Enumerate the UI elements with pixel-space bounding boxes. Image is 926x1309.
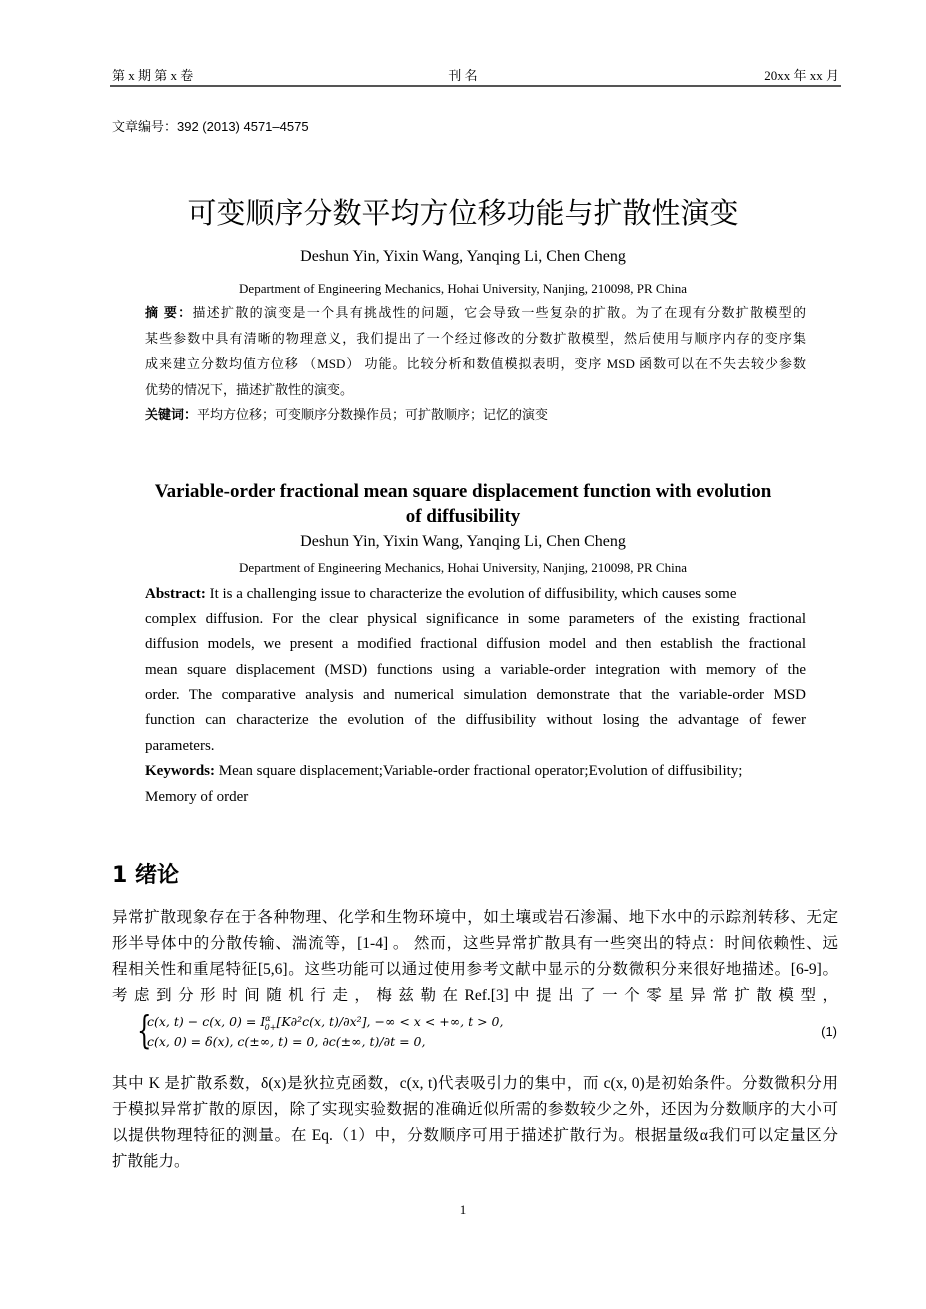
cn-keywords: 关键词：平均方位移；可变顺序分数操作员；可扩散顺序；记忆的演变 bbox=[145, 407, 549, 422]
page-number: 1 bbox=[459, 1202, 467, 1217]
equation-number: (1) bbox=[821, 1024, 837, 1039]
cn-abstract-line: 成来建立分数均值方位移 （MSD） 功能。比较分析和数值模拟表明，变序 MSD 函数可以在不失去较少参数 bbox=[145, 356, 806, 371]
cn-abstract-line: 某些参数中具有清晰的物理意义，我们提出了一个经过修改的分数扩散模型，然后使用与顺序内存的变序集 bbox=[145, 331, 806, 346]
body-line: 其中 K 是扩散系数，δ(x)是狄拉克函数，c(x, t)代表吸引力的集中，而 c(x, 0)是初始条件。分数微积分用 bbox=[112, 1075, 838, 1092]
en-abstract-line: diffusion models, we present a modified fractional diffusion model and then establish the fractional bbox=[145, 636, 806, 652]
en-abstract-line: parameters. bbox=[145, 738, 215, 754]
body-line: 考 虑 到 分 形 时 间 随 机 行 走 ， 梅 兹 勒 在 Ref.[3] 中 提 出 了 一 个 零 星 异 常 扩 散 模 型 ， bbox=[112, 987, 838, 1004]
equation-line: c(x, 0) = δ(x), c(±∞, t) = 0, ∂c(±∞, t)/∂t = 0, bbox=[147, 1034, 426, 1049]
en-affiliation: Department of Engineering Mechanics, Hohai University, Nanjing, 210098, PR China bbox=[239, 560, 687, 575]
en-abstract-label: Abstract: bbox=[145, 586, 206, 602]
cn-affiliation: Department of Engineering Mechanics, Hohai University, Nanjing, 210098, PR China bbox=[239, 281, 687, 296]
cn-abstract-line: 摘 要：描述扩散的演变是一个具有挑战性的问题，它会导致一些复杂的扩散。为了在现有分数扩散模型的 bbox=[145, 305, 806, 320]
section-heading: 1 绪论 bbox=[112, 863, 179, 888]
equation-1 bbox=[137, 1008, 837, 1054]
body-line: 程相关性和重尾特征[5,6]。这些功能可以通过使用参考文献中显示的分数微积分来很好地描述。[6-9]。 bbox=[112, 961, 838, 978]
header-date: 20xx 年 xx 月 bbox=[764, 68, 839, 83]
en-abstract-line: order. The comparative analysis and numerical simulation demonstrate that the variable-order MSD bbox=[145, 687, 806, 703]
body-line: 以提供物理特征的测量。在 Eq.（1）中，分数顺序可用于描述扩散行为。根据量级α我们可以定量区分 bbox=[112, 1127, 838, 1144]
en-abstract-line: mean square displacement (MSD) functions using a variable-order integration with memory of the bbox=[145, 662, 806, 678]
en-keywords: Keywords: Mean square displacement;Variable-order fractional operator;Evolution of diffusibility; bbox=[145, 763, 743, 779]
equation-brace: { bbox=[137, 1008, 152, 1052]
cn-abstract-line: 优势的情况下，描述扩散性的演变。 bbox=[145, 382, 354, 397]
header-rule bbox=[110, 85, 841, 87]
en-keywords: Memory of order bbox=[145, 789, 249, 805]
article-number: 文章编号：392 (2013) 4571–4575 bbox=[112, 119, 309, 134]
en-abstract-line: function can characterize the evolution of the diffusibility without losing the advantage of fewer bbox=[145, 712, 806, 728]
header-issue: 第 x 期 第 x 卷 bbox=[112, 68, 194, 83]
equation-line: c(x, t) − c(x, $0) = I^\alpha_{0+}[K\partial^2c(x$, t)/∂x²], −∞ < x < +∞, t > 0, bbox=[147, 1014, 504, 1032]
cn-authors: Deshun Yin, Yixin Wang, Yanqing Li, Chen Cheng bbox=[300, 248, 626, 265]
cn-abstract-label: 摘 要： bbox=[145, 305, 193, 320]
en-authors: Deshun Yin, Yixin Wang, Yanqing Li, Chen Cheng bbox=[300, 533, 626, 550]
en-title-line: Variable-order fractional mean square displacement function with evolution bbox=[154, 481, 772, 502]
en-abstract-line: complex diffusion. For the clear physical significance in some parameters of the existing fractional bbox=[145, 611, 806, 627]
body-line: 扩散能力。 bbox=[112, 1153, 190, 1170]
body-line: 于模拟异常扩散的原因，除了实现实验数据的准确近似所需的参数较少之外，还因为分数顺序的大小可 bbox=[112, 1101, 838, 1118]
en-title-line: of diffusibility bbox=[405, 506, 521, 527]
body-line: 形半导体中的分散传输、湍流等，[1-4] 。 然而，这些异常扩散具有一些突出的特点：时间依赖性、远 bbox=[112, 935, 838, 952]
header-journal: 刊 名 bbox=[448, 68, 478, 83]
body-line: 异常扩散现象存在于各种物理、化学和生物环境中，如土壤或岩石渗漏、地下水中的示踪剂转移、无定 bbox=[112, 909, 838, 926]
cn-title: 可变顺序分数平均方位移功能与扩散性演变 bbox=[187, 196, 739, 230]
en-abstract-line: Abstract: It is a challenging issue to characterize the evolution of diffusibility, which causes some bbox=[145, 586, 737, 602]
